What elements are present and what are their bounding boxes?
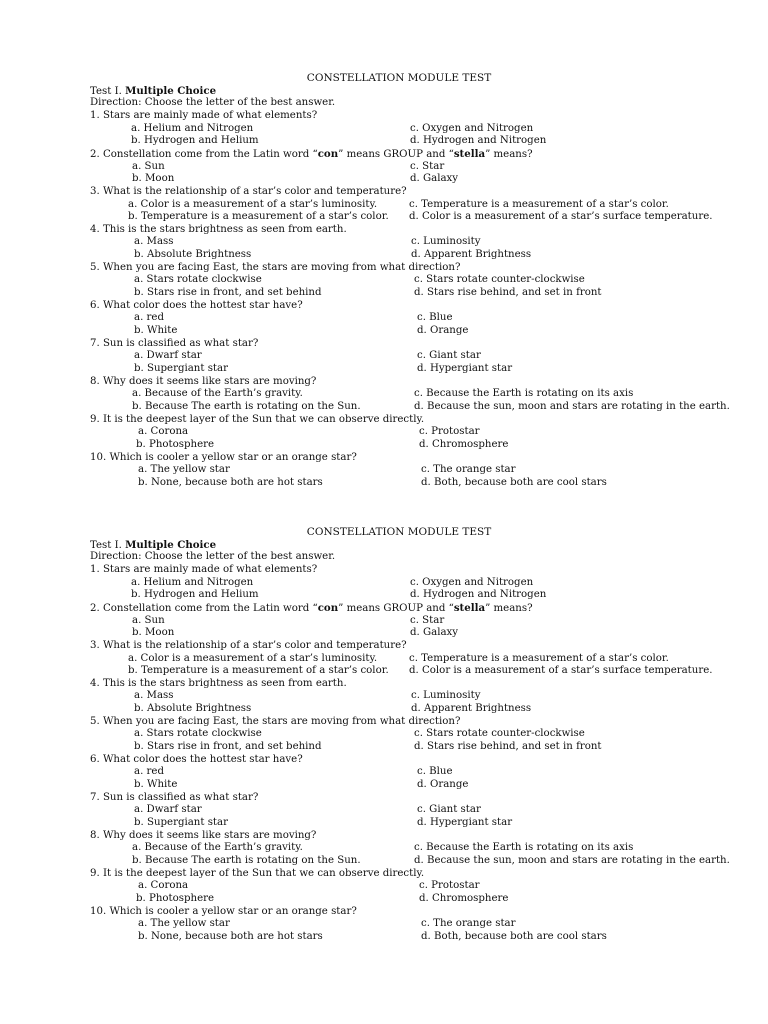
question-text: 7. Sun is classified as what star? <box>90 337 259 349</box>
question-text: 7. Sun is classified as what star? <box>90 791 259 803</box>
question-text: 2. Constellation come from the Latin word “ <box>90 148 318 160</box>
question-text: 10. Which is cooler a yellow star or an orange star? <box>90 451 357 463</box>
question-2 <box>90 148 533 161</box>
question-text: 8. Why does it seems like stars are moving? <box>90 829 317 841</box>
question-5 <box>90 262 460 274</box>
choice-d: d. Galaxy <box>410 627 459 639</box>
choice-b: b. Moon <box>132 173 175 185</box>
question-text: 3. What is the relationship of a star’s color and temperature? <box>90 185 407 197</box>
choice-b: b. None, because both are hot stars <box>138 930 323 942</box>
choice-b: b. Absolute Brightness <box>134 703 252 715</box>
question-text: 5. When you are facing East, the stars are moving from what direction? <box>90 715 461 727</box>
choice-c: c. The orange star <box>421 464 516 476</box>
question-9 <box>90 868 424 880</box>
choice-b: b. Hydrogen and Helium <box>131 589 259 601</box>
question-7 <box>90 338 258 350</box>
choice-c: c. Oxygen and Nitrogen <box>410 576 534 588</box>
choice-c: c. Protostar <box>419 426 480 438</box>
choice-c: c. The orange star <box>421 918 516 930</box>
choice-a: a. The yellow star <box>138 918 230 930</box>
choice-b: b. Supergiant star <box>134 362 228 374</box>
choice-a: a. Because of the Earth’s gravity. <box>132 842 303 854</box>
choice-b: b. White <box>134 779 178 790</box>
choice-d: d. Apparent Brightness <box>411 703 532 715</box>
choice-c: c. Blue <box>417 766 453 778</box>
choice-a: a. Corona <box>138 880 189 892</box>
question-5 <box>90 716 460 728</box>
choice-d: d. Because the sun, moon and stars are rotating in the earth. <box>414 854 730 866</box>
choice-a: a. Dwarf star <box>134 350 202 362</box>
choice-c: c. Because the Earth is rotating on its axis <box>414 842 634 854</box>
choice-c: c. Stars rotate counter-clockwise <box>414 274 585 286</box>
choice-c: c. Oxygen and Nitrogen <box>410 122 534 134</box>
choice-d: d. Chromosphere <box>419 892 509 904</box>
choice-a: a. Color is a measurement of a star’s luminosity. <box>128 652 378 664</box>
question-3 <box>90 640 407 652</box>
question-9 <box>90 414 424 426</box>
choice-c: c. Temperature is a measurement of a star’s color. <box>409 198 669 210</box>
question-8 <box>90 376 316 388</box>
choice-d: d. Chromosphere <box>419 438 509 450</box>
question-text: ” means? <box>485 148 533 160</box>
question-text: 8. Why does it seems like stars are moving? <box>90 375 317 387</box>
choice-a: a. Because of the Earth’s gravity. <box>132 388 303 400</box>
choice-a: a. Corona <box>138 426 189 438</box>
choice-a: a. red <box>134 312 164 324</box>
question-bold-word: con <box>317 147 339 160</box>
choice-d: d. Orange <box>417 325 469 336</box>
choice-c: c. Protostar <box>419 880 480 892</box>
choice-b: b. Absolute Brightness <box>134 249 252 261</box>
question-text: 6. What color does the hottest star have? <box>90 299 303 311</box>
question-7 <box>90 792 258 804</box>
question-6 <box>90 300 303 312</box>
test-heading-name: Multiple Choice <box>125 538 217 551</box>
question-4 <box>90 224 347 236</box>
choice-b: b. Because The earth is rotating on the Sun. <box>132 854 361 866</box>
question-bold-word: stella <box>453 147 486 160</box>
question-text: 3. What is the relationship of a star’s color and temperature? <box>90 639 407 651</box>
question-3 <box>90 186 407 198</box>
choice-c: c. Luminosity <box>411 236 481 248</box>
question-text: ” means? <box>485 602 533 614</box>
choice-d: d. Because the sun, moon and stars are rotating in the earth. <box>414 400 730 412</box>
choice-d: d. Hydrogen and Nitrogen <box>410 135 547 147</box>
choice-b: b. Supergiant star <box>134 816 228 828</box>
choice-a: a. Helium and Nitrogen <box>131 576 254 588</box>
question-text: 9. It is the deepest layer of the Sun that we can observe directly. <box>90 867 425 879</box>
question-text: 1. Stars are mainly made of what elements? <box>90 563 318 575</box>
choice-a: a. red <box>134 766 164 778</box>
question-10 <box>90 906 357 918</box>
choice-c: c. Because the Earth is rotating on its axis <box>414 388 634 400</box>
choice-b: b. Photosphere <box>136 892 215 904</box>
choice-a: a. Sun <box>132 160 165 172</box>
choice-b: b. Because The earth is rotating on the Sun. <box>132 400 361 412</box>
test-heading <box>90 85 216 98</box>
question-2 <box>90 602 533 615</box>
choice-d: d. Color is a measurement of a star’s surface temperature. <box>409 665 713 677</box>
choice-c: c. Blue <box>417 312 453 324</box>
direction-text: Direction: Choose the letter of the best answer. <box>90 551 336 563</box>
test-title: CONSTELLATION MODULE TEST <box>306 526 492 538</box>
choice-c: c. Giant star <box>417 350 481 362</box>
choice-b: b. Stars rise in front, and set behind <box>134 287 322 299</box>
choice-c: c. Star <box>410 614 445 626</box>
question-text: ” means GROUP and “ <box>338 602 454 614</box>
choice-d: d. Both, because both are cool stars <box>421 476 607 488</box>
question-text: 2. Constellation come from the Latin word “ <box>90 602 318 614</box>
test-heading <box>90 539 216 552</box>
choice-c: c. Luminosity <box>411 690 481 702</box>
choice-a: a. Mass <box>134 236 174 248</box>
choice-d: d. Hydrogen and Nitrogen <box>410 589 547 601</box>
choice-a: a. Sun <box>132 614 165 626</box>
question-1 <box>90 110 317 122</box>
question-text: ” means GROUP and “ <box>338 148 454 160</box>
question-text: 6. What color does the hottest star have? <box>90 753 303 765</box>
question-bold-word: stella <box>453 601 486 614</box>
choice-b: b. Temperature is a measurement of a star’s color. <box>128 665 389 677</box>
question-text: 4. This is the stars brightness as seen from earth. <box>90 223 347 235</box>
test-heading-prefix: Test I. <box>90 539 126 551</box>
choice-a: a. Helium and Nitrogen <box>131 122 254 134</box>
question-6 <box>90 754 303 766</box>
test-title: CONSTELLATION MODULE TEST <box>306 72 492 84</box>
question-text: 5. When you are facing East, the stars are moving from what direction? <box>90 261 461 273</box>
test-sheet-1 <box>0 64 768 524</box>
choice-a: a. Dwarf star <box>134 804 202 816</box>
choice-b: b. Hydrogen and Helium <box>131 135 259 147</box>
choice-c: c. Giant star <box>417 804 481 816</box>
choice-d: d. Apparent Brightness <box>411 249 532 261</box>
test-heading-prefix: Test I. <box>90 85 126 97</box>
question-10 <box>90 452 357 464</box>
choice-b: b. Temperature is a measurement of a star’s color. <box>128 211 389 223</box>
choice-a: a. Stars rotate clockwise <box>134 728 262 740</box>
question-text: 10. Which is cooler a yellow star or an orange star? <box>90 905 357 917</box>
choice-a: a. Color is a measurement of a star’s luminosity. <box>128 198 378 210</box>
choice-b: b. Moon <box>132 627 175 639</box>
choice-d: d. Galaxy <box>410 173 459 185</box>
question-1 <box>90 564 317 576</box>
question-4 <box>90 678 347 690</box>
direction-text: Direction: Choose the letter of the best answer. <box>90 97 336 109</box>
choice-b: b. White <box>134 325 178 336</box>
question-text: 9. It is the deepest layer of the Sun that we can observe directly. <box>90 413 425 425</box>
question-8 <box>90 830 316 842</box>
choice-c: c. Star <box>410 160 445 172</box>
choice-d: d. Color is a measurement of a star’s surface temperature. <box>409 211 713 223</box>
test-heading-name: Multiple Choice <box>125 84 217 97</box>
choice-d: d. Stars rise behind, and set in front <box>414 287 602 299</box>
choice-d: d. Stars rise behind, and set in front <box>414 741 602 753</box>
question-text: 4. This is the stars brightness as seen from earth. <box>90 677 347 689</box>
choice-a: a. Stars rotate clockwise <box>134 274 262 286</box>
choice-b: b. None, because both are hot stars <box>138 476 323 488</box>
choice-b: b. Stars rise in front, and set behind <box>134 741 322 753</box>
choice-c: c. Stars rotate counter-clockwise <box>414 728 585 740</box>
choice-d: d. Orange <box>417 779 469 790</box>
question-bold-word: con <box>317 601 339 614</box>
choice-b: b. Photosphere <box>136 438 215 450</box>
choice-c: c. Temperature is a measurement of a star’s color. <box>409 652 669 664</box>
test-sheet-2 <box>0 518 768 978</box>
choice-a: a. Mass <box>134 690 174 702</box>
question-text: 1. Stars are mainly made of what elements? <box>90 109 318 121</box>
choice-d: d. Both, because both are cool stars <box>421 930 607 942</box>
choice-d: d. Hypergiant star <box>417 816 513 828</box>
choice-a: a. The yellow star <box>138 464 230 476</box>
choice-d: d. Hypergiant star <box>417 362 513 374</box>
